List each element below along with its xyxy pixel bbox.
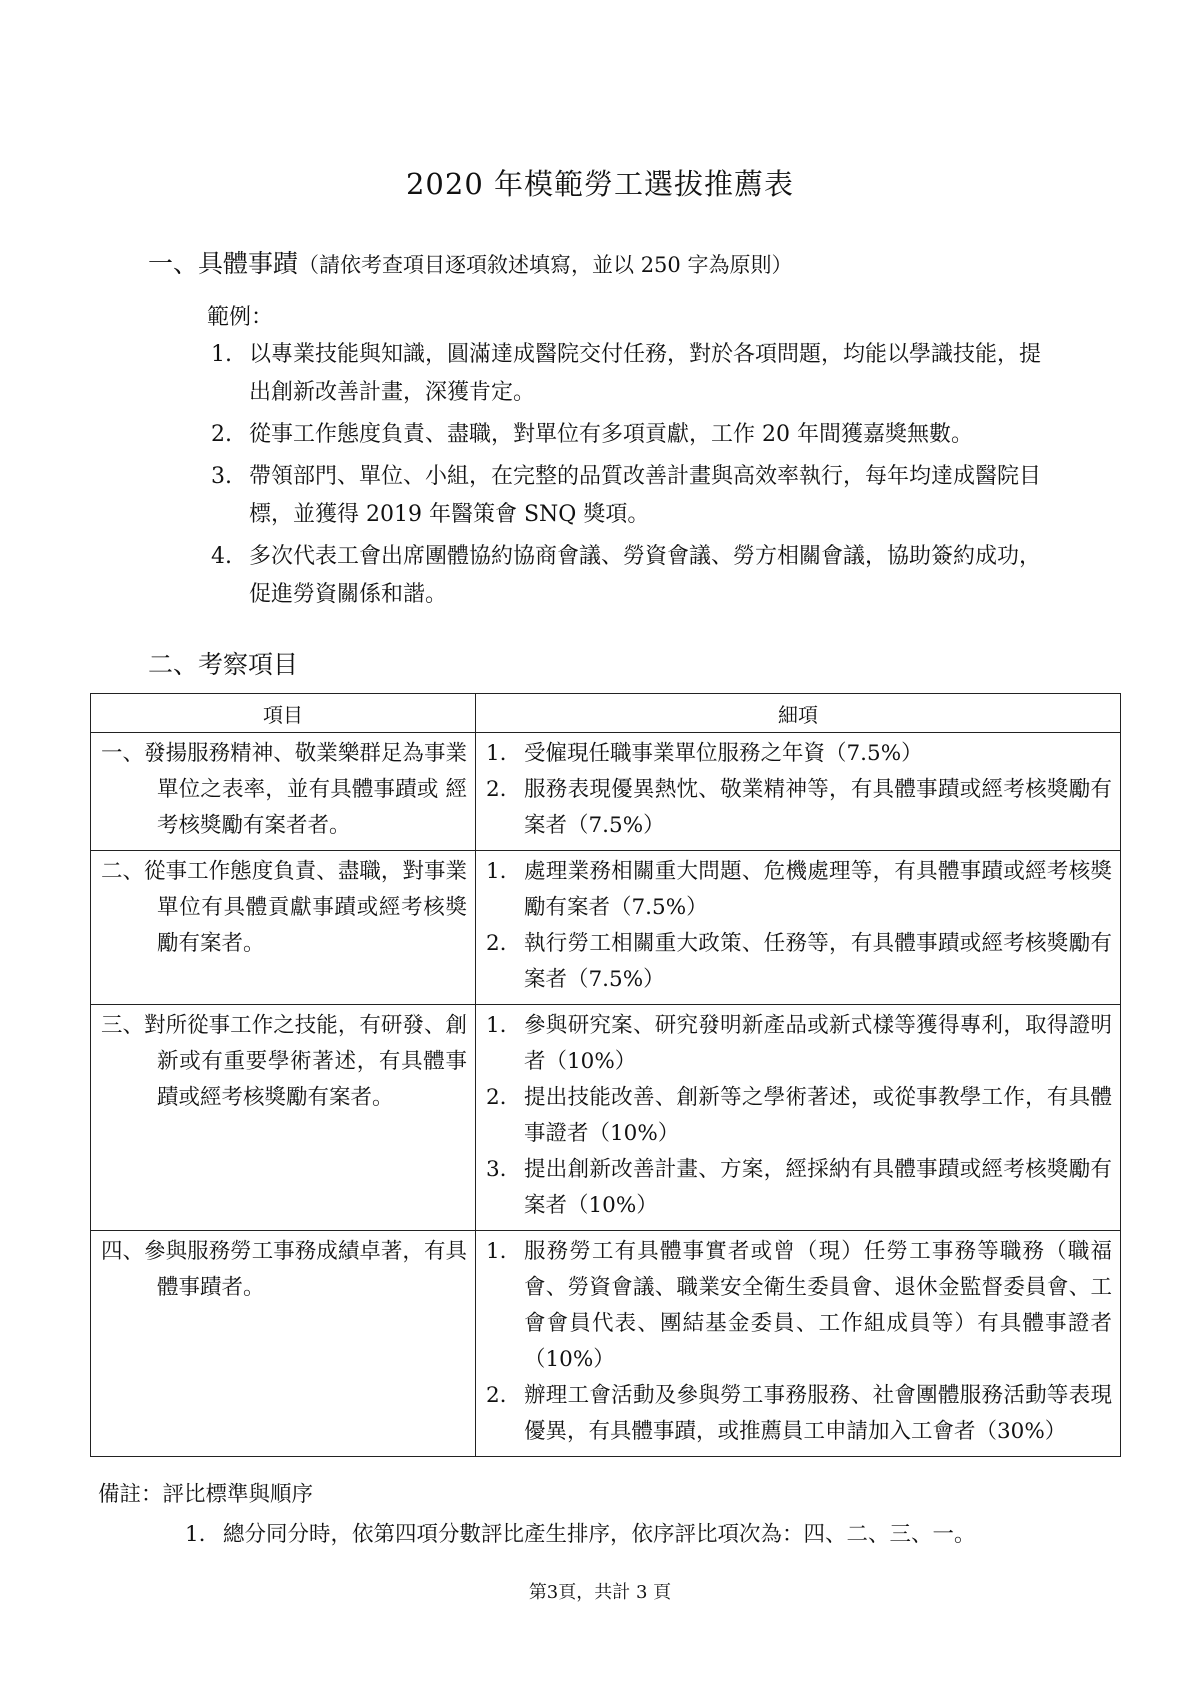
criteria-header-row — [91, 694, 1121, 733]
criteria-item-cell — [91, 1231, 476, 1457]
detail-text: 提出創新改善計畫、方案，經採納有具體事蹟或經考核獎勵有案者（10%） — [524, 1157, 1112, 1218]
detail-text: 參與研究案、研究發明新產品或新式樣等獲得專利，取得證明者（10%） — [524, 1013, 1112, 1074]
detail-text: 處理業務相關重大問題、危機處理等，有具體事蹟或經考核獎勵有案者（7.5%） — [524, 859, 1112, 920]
detail-item — [484, 1008, 1112, 1080]
detail-number: 3. — [486, 1157, 507, 1182]
criteria-row — [91, 1231, 1121, 1457]
example-text: 帶領部門、單位、小組，在完整的品質改善計畫與高效率執行，每年均達成醫院目標，並獲得 2019 年醫策會 SNQ 獎項。 — [249, 464, 1042, 527]
detail-list — [484, 736, 1112, 844]
page-title: 2020 年模範勞工選拔推薦表 — [405, 167, 795, 201]
section2-heading: 二、考察項目 — [148, 650, 299, 679]
criteria-item-text: 一、發揚服務精神、敬業樂群足為事業單位之表率，並有具體事蹟或 經考核獎勵有案者者。 — [101, 741, 467, 838]
detail-item — [484, 854, 1112, 926]
detail-number: 1. — [486, 859, 507, 884]
example-text: 多次代表工會出席團體協約協商會議、勞資會議、勞方相關會議，協助簽約成功，促進勞資關係和諧。 — [249, 544, 1042, 607]
detail-item — [484, 1080, 1112, 1152]
criteria-item-text: 四、參與服務勞工事務成績卓著，有具體事蹟者。 — [101, 1239, 467, 1300]
section1-heading-note: （請依考查項目逐項敘述填寫，並以 250 字為原則） — [298, 253, 793, 277]
criteria-item-cell — [91, 851, 476, 1005]
detail-list — [484, 854, 1112, 998]
example-item — [207, 458, 1057, 534]
detail-text: 執行勞工相關重大政策、任務等，有具體事蹟或經考核獎勵有案者（7.5%） — [524, 931, 1112, 992]
criteria-item-text: 二、從事工作態度負責、盡職，對事業單位有具體貢獻事蹟或經考核獎勵有案者。 — [101, 859, 467, 956]
example-text: 以專業技能與知識，圓滿達成醫院交付任務，對於各項問題，均能以學識技能，提出創新改善計畫，深獲肯定。 — [249, 342, 1042, 405]
detail-item — [484, 736, 1112, 772]
remarks-number: 1. — [185, 1522, 206, 1547]
section1-heading-text: 一、具體事蹟 — [148, 249, 299, 278]
example-list — [207, 336, 1057, 618]
detail-number: 2. — [486, 1085, 507, 1110]
criteria-row — [91, 733, 1121, 851]
example-number: 3. — [211, 464, 232, 489]
criteria-detail-cell — [476, 733, 1121, 851]
detail-number: 1. — [486, 1013, 507, 1038]
header-detail: 細項 — [476, 694, 1121, 733]
criteria-row — [91, 1005, 1121, 1231]
detail-number: 1. — [486, 741, 507, 766]
remarks-text: 總分同分時，依第四項分數評比產生排序，依序評比項次為：四、二、三、一。 — [223, 1522, 976, 1547]
detail-item — [484, 1378, 1112, 1450]
detail-number: 2. — [486, 777, 507, 802]
detail-list — [484, 1008, 1112, 1224]
remarks-item — [185, 1517, 976, 1548]
detail-item — [484, 1234, 1112, 1378]
criteria-item-text: 三、對所從事工作之技能，有研發、創新或有重要學術著述，有具體事蹟或經考核獎勵有案者。 — [101, 1013, 467, 1110]
criteria-item-cell — [91, 1005, 476, 1231]
criteria-item-cell — [91, 733, 476, 851]
example-text: 從事工作態度負責、盡職，對單位有多項貢獻，工作 20 年間獲嘉獎無數。 — [249, 422, 973, 447]
criteria-detail-cell — [476, 851, 1121, 1005]
example-item — [207, 538, 1057, 614]
detail-text: 服務表現優異熱忱、敬業精神等，有具體事蹟或經考核獎勵有案者（7.5%） — [524, 777, 1112, 838]
detail-number: 1. — [486, 1239, 507, 1264]
detail-text: 提出技能改善、創新等之學術著述，或從事教學工作，有具體事證者（10%） — [524, 1085, 1112, 1146]
detail-list — [484, 1234, 1112, 1450]
criteria-row — [91, 851, 1121, 1005]
remarks-label: 備註：評比標準與順序 — [98, 1482, 314, 1507]
example-number: 2. — [211, 422, 232, 447]
detail-text: 服務勞工有具體事實者或曾（現）任勞工事務等職務（職福會、勞資會議、職業安全衛生委員會、退休金監督委員會、工會會員代表、團結基金委員、工作組成員等）有具體事證者（10%） — [524, 1239, 1112, 1372]
detail-item — [484, 926, 1112, 998]
example-number: 4. — [211, 544, 232, 569]
detail-number: 2. — [486, 931, 507, 956]
section1-heading — [148, 244, 792, 280]
criteria-detail-cell — [476, 1005, 1121, 1231]
example-label: 範例： — [207, 305, 274, 330]
detail-text: 辦理工會活動及參與勞工事務服務、社會團體服務活動等表現優異，有具體事蹟，或推薦員工申請加入工會者（30%） — [524, 1383, 1112, 1444]
criteria-detail-cell — [476, 1231, 1121, 1457]
detail-item — [484, 1152, 1112, 1224]
detail-item — [484, 772, 1112, 844]
detail-number: 2. — [486, 1383, 507, 1408]
page-footer: 第3頁，共計 3 頁 — [528, 1582, 672, 1603]
example-item — [207, 336, 1057, 412]
detail-text: 受僱現任職事業單位服務之年資（7.5%） — [524, 741, 923, 766]
example-number: 1. — [211, 342, 232, 367]
criteria-table — [90, 693, 1121, 1457]
header-item: 項目 — [91, 694, 476, 733]
example-item — [207, 416, 1057, 454]
